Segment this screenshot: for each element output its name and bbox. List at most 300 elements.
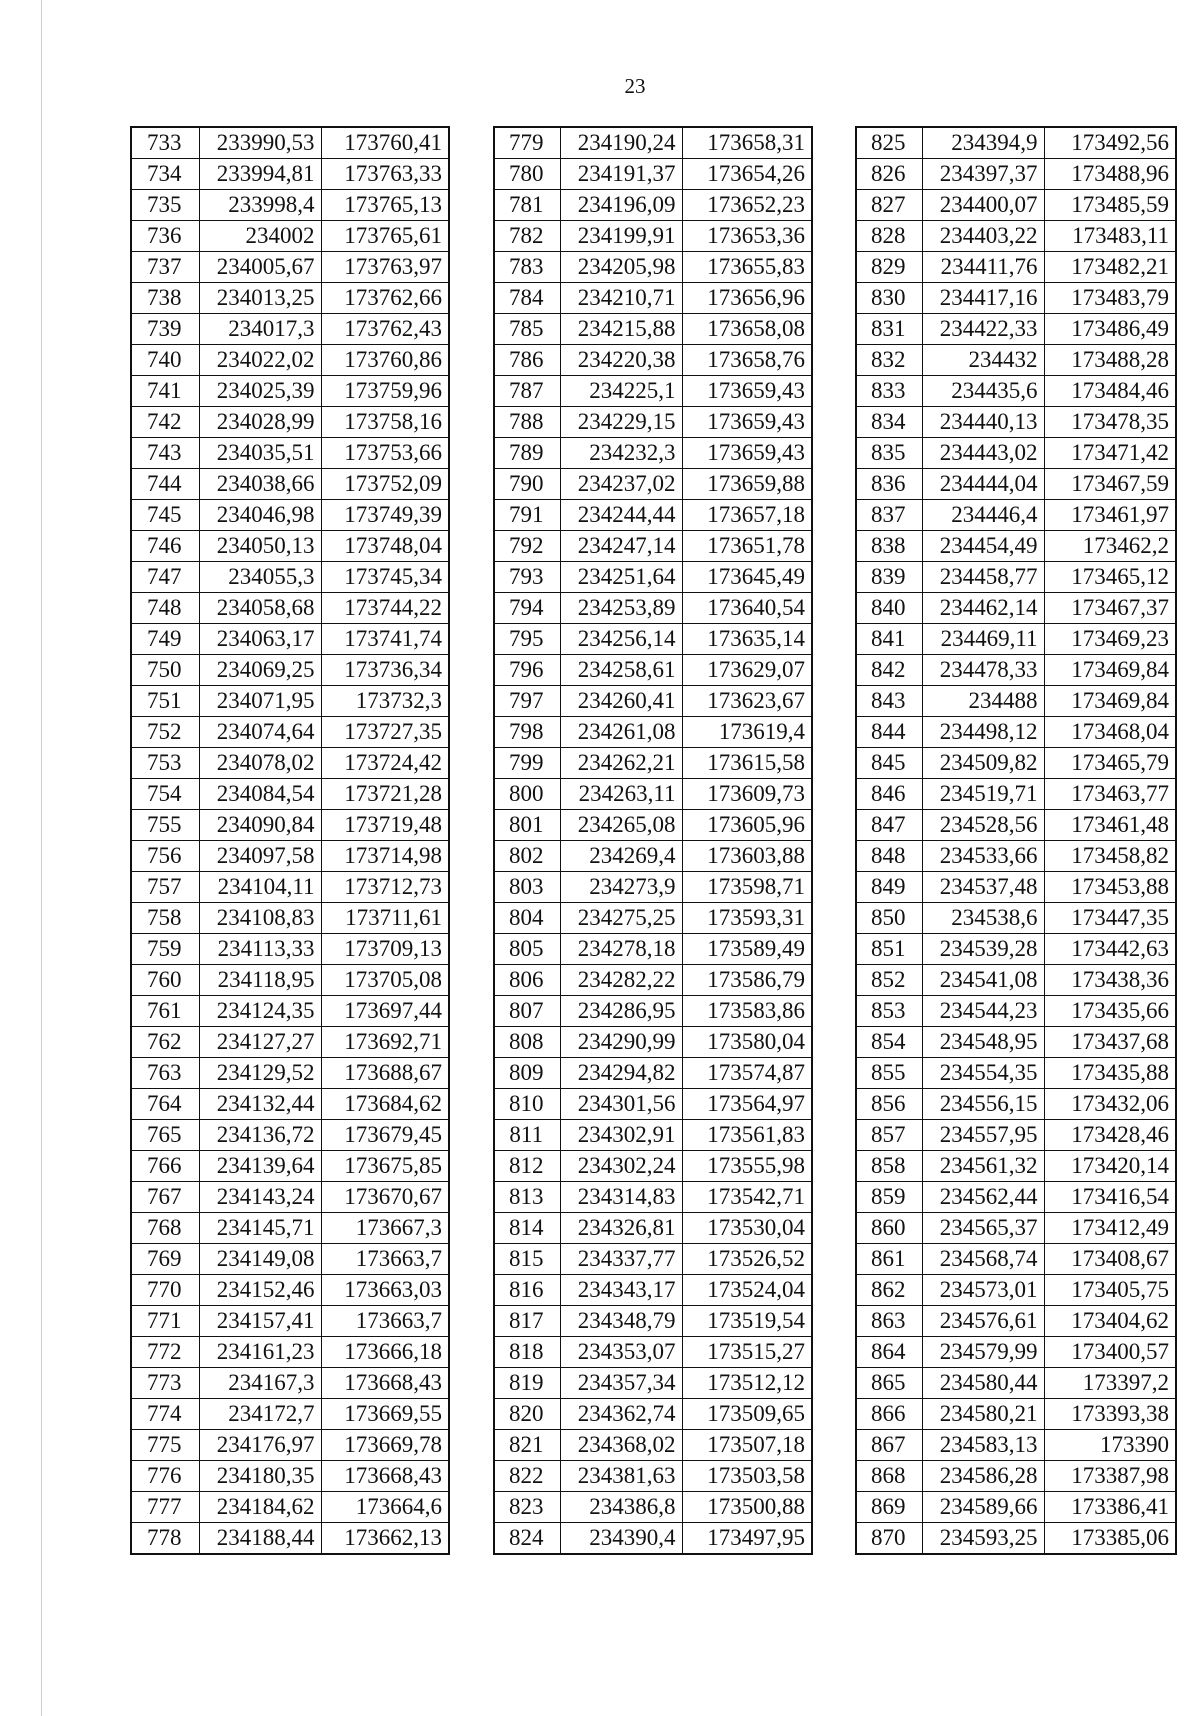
x-coordinate-cell: 234124,35 — [199, 996, 321, 1027]
page-number: 23 — [624, 74, 646, 98]
point-number-cell: 840 — [856, 593, 922, 624]
table-row — [131, 593, 449, 624]
x-coordinate-cell: 234533,66 — [922, 841, 1044, 872]
y-coordinate-cell: 173385,06 — [1044, 1523, 1176, 1555]
y-coordinate-cell: 173658,08 — [682, 314, 812, 345]
x-coordinate-cell: 234118,95 — [199, 965, 321, 996]
table-row — [494, 345, 812, 376]
table-row — [494, 810, 812, 841]
point-number-cell: 806 — [494, 965, 560, 996]
point-number-cell: 863 — [856, 1306, 922, 1337]
table-row — [494, 252, 812, 283]
point-number-cell: 792 — [494, 531, 560, 562]
y-coordinate-cell: 173663,03 — [321, 1275, 449, 1306]
table-row — [494, 996, 812, 1027]
point-number-cell: 814 — [494, 1213, 560, 1244]
x-coordinate-cell: 234422,33 — [922, 314, 1044, 345]
y-coordinate-cell: 173465,79 — [1044, 748, 1176, 779]
y-coordinate-cell: 173744,22 — [321, 593, 449, 624]
x-coordinate-cell: 234458,77 — [922, 562, 1044, 593]
point-number-cell: 799 — [494, 748, 560, 779]
y-coordinate-cell: 173461,97 — [1044, 500, 1176, 531]
y-coordinate-cell: 173655,83 — [682, 252, 812, 283]
y-coordinate-cell: 173759,96 — [321, 376, 449, 407]
y-coordinate-cell: 173659,43 — [682, 438, 812, 469]
table-row — [494, 376, 812, 407]
x-coordinate-cell: 234538,6 — [922, 903, 1044, 934]
x-coordinate-cell: 234302,24 — [560, 1151, 682, 1182]
x-coordinate-cell: 234265,08 — [560, 810, 682, 841]
y-coordinate-cell: 173629,07 — [682, 655, 812, 686]
point-number-cell: 777 — [131, 1492, 199, 1523]
point-number-cell: 836 — [856, 469, 922, 500]
point-number-cell: 758 — [131, 903, 199, 934]
point-number-cell: 782 — [494, 221, 560, 252]
point-number-cell: 851 — [856, 934, 922, 965]
y-coordinate-cell: 173530,04 — [682, 1213, 812, 1244]
y-coordinate-cell: 173765,13 — [321, 190, 449, 221]
y-coordinate-cell: 173483,79 — [1044, 283, 1176, 314]
y-coordinate-cell: 173669,55 — [321, 1399, 449, 1430]
y-coordinate-cell: 173659,88 — [682, 469, 812, 500]
x-coordinate-cell: 234002 — [199, 221, 321, 252]
x-coordinate-cell: 234188,44 — [199, 1523, 321, 1555]
table-row — [494, 283, 812, 314]
table-row — [494, 779, 812, 810]
table-row — [856, 593, 1176, 624]
x-coordinate-cell: 234417,16 — [922, 283, 1044, 314]
y-coordinate-cell: 173666,18 — [321, 1337, 449, 1368]
table-row — [494, 438, 812, 469]
table-row — [494, 127, 812, 159]
x-coordinate-cell: 234343,17 — [560, 1275, 682, 1306]
table-row — [131, 903, 449, 934]
table-row — [131, 1213, 449, 1244]
y-coordinate-cell: 173486,49 — [1044, 314, 1176, 345]
table-row — [856, 934, 1176, 965]
point-number-cell: 733 — [131, 127, 199, 159]
table-row — [494, 221, 812, 252]
x-coordinate-cell: 234273,9 — [560, 872, 682, 903]
x-coordinate-cell: 234050,13 — [199, 531, 321, 562]
y-coordinate-cell: 173712,73 — [321, 872, 449, 903]
point-number-cell: 748 — [131, 593, 199, 624]
x-coordinate-cell: 234084,54 — [199, 779, 321, 810]
point-number-cell: 787 — [494, 376, 560, 407]
y-coordinate-cell: 173583,86 — [682, 996, 812, 1027]
point-number-cell: 781 — [494, 190, 560, 221]
table-row — [856, 655, 1176, 686]
table-row — [131, 283, 449, 314]
table-row — [131, 438, 449, 469]
x-coordinate-cell: 234568,74 — [922, 1244, 1044, 1275]
point-number-cell: 763 — [131, 1058, 199, 1089]
y-coordinate-cell: 173763,33 — [321, 159, 449, 190]
y-coordinate-cell: 173435,88 — [1044, 1058, 1176, 1089]
y-coordinate-cell: 173663,7 — [321, 1306, 449, 1337]
x-coordinate-cell: 234145,71 — [199, 1213, 321, 1244]
y-coordinate-cell: 173697,44 — [321, 996, 449, 1027]
table-row — [856, 407, 1176, 438]
point-number-cell: 760 — [131, 965, 199, 996]
point-number-cell: 839 — [856, 562, 922, 593]
x-coordinate-cell: 234539,28 — [922, 934, 1044, 965]
y-coordinate-cell: 173574,87 — [682, 1058, 812, 1089]
y-coordinate-cell: 173705,08 — [321, 965, 449, 996]
x-coordinate-cell: 234286,95 — [560, 996, 682, 1027]
y-coordinate-cell: 173762,66 — [321, 283, 449, 314]
x-coordinate-cell: 234435,6 — [922, 376, 1044, 407]
point-number-cell: 783 — [494, 252, 560, 283]
y-coordinate-cell: 173420,14 — [1044, 1151, 1176, 1182]
x-coordinate-cell: 234199,91 — [560, 221, 682, 252]
table-row — [494, 1058, 812, 1089]
point-number-cell: 848 — [856, 841, 922, 872]
table-row — [856, 127, 1176, 159]
y-coordinate-cell: 173463,77 — [1044, 779, 1176, 810]
table-row — [494, 190, 812, 221]
x-coordinate-cell: 234143,24 — [199, 1182, 321, 1213]
x-coordinate-cell: 234038,66 — [199, 469, 321, 500]
x-coordinate-cell: 234573,01 — [922, 1275, 1044, 1306]
x-coordinate-cell: 234104,11 — [199, 872, 321, 903]
table-row — [131, 810, 449, 841]
y-coordinate-cell: 173561,83 — [682, 1120, 812, 1151]
x-coordinate-cell: 234544,23 — [922, 996, 1044, 1027]
y-coordinate-cell: 173467,37 — [1044, 593, 1176, 624]
point-number-cell: 842 — [856, 655, 922, 686]
table-row — [131, 655, 449, 686]
x-coordinate-cell: 234069,25 — [199, 655, 321, 686]
y-coordinate-cell: 173447,35 — [1044, 903, 1176, 934]
y-coordinate-cell: 173542,71 — [682, 1182, 812, 1213]
point-number-cell: 747 — [131, 562, 199, 593]
y-coordinate-cell: 173736,34 — [321, 655, 449, 686]
point-number-cell: 843 — [856, 686, 922, 717]
coordinates-table-2 — [493, 126, 813, 1555]
y-coordinate-cell: 173668,43 — [321, 1368, 449, 1399]
table-row — [131, 1027, 449, 1058]
point-number-cell: 829 — [856, 252, 922, 283]
y-coordinate-cell: 173654,26 — [682, 159, 812, 190]
point-number-cell: 854 — [856, 1027, 922, 1058]
table-row — [494, 1244, 812, 1275]
y-coordinate-cell: 173645,49 — [682, 562, 812, 593]
point-number-cell: 837 — [856, 500, 922, 531]
table-row — [494, 562, 812, 593]
table-row — [494, 500, 812, 531]
point-number-cell: 825 — [856, 127, 922, 159]
point-number-cell: 790 — [494, 469, 560, 500]
y-coordinate-cell: 173438,36 — [1044, 965, 1176, 996]
table-row — [856, 872, 1176, 903]
point-number-cell: 865 — [856, 1368, 922, 1399]
y-coordinate-cell: 173469,84 — [1044, 655, 1176, 686]
y-coordinate-cell: 173659,43 — [682, 407, 812, 438]
x-coordinate-cell: 234509,82 — [922, 748, 1044, 779]
table-row — [131, 159, 449, 190]
point-number-cell: 774 — [131, 1399, 199, 1430]
x-coordinate-cell: 234278,18 — [560, 934, 682, 965]
x-coordinate-cell: 234580,21 — [922, 1399, 1044, 1430]
x-coordinate-cell: 234261,08 — [560, 717, 682, 748]
table-row — [856, 965, 1176, 996]
table-row — [131, 1244, 449, 1275]
y-coordinate-cell: 173619,4 — [682, 717, 812, 748]
table-row — [494, 1523, 812, 1555]
point-number-cell: 757 — [131, 872, 199, 903]
x-coordinate-cell: 234058,68 — [199, 593, 321, 624]
y-coordinate-cell: 173652,23 — [682, 190, 812, 221]
table-row — [131, 221, 449, 252]
x-coordinate-cell: 234132,44 — [199, 1089, 321, 1120]
table-row — [856, 190, 1176, 221]
x-coordinate-cell: 234314,83 — [560, 1182, 682, 1213]
table-row — [856, 810, 1176, 841]
table-row — [856, 221, 1176, 252]
y-coordinate-cell: 173721,28 — [321, 779, 449, 810]
point-number-cell: 831 — [856, 314, 922, 345]
y-coordinate-cell: 173657,18 — [682, 500, 812, 531]
x-coordinate-cell: 234557,95 — [922, 1120, 1044, 1151]
y-coordinate-cell: 173714,98 — [321, 841, 449, 872]
y-coordinate-cell: 173745,34 — [321, 562, 449, 593]
x-coordinate-cell: 234025,39 — [199, 376, 321, 407]
y-coordinate-cell: 173564,97 — [682, 1089, 812, 1120]
table-row — [494, 1182, 812, 1213]
x-coordinate-cell: 234139,64 — [199, 1151, 321, 1182]
x-coordinate-cell: 234129,52 — [199, 1058, 321, 1089]
x-coordinate-cell: 234562,44 — [922, 1182, 1044, 1213]
y-coordinate-cell: 173727,35 — [321, 717, 449, 748]
y-coordinate-cell: 173390 — [1044, 1430, 1176, 1461]
point-number-cell: 828 — [856, 221, 922, 252]
x-coordinate-cell: 234078,02 — [199, 748, 321, 779]
x-coordinate-cell: 234469,11 — [922, 624, 1044, 655]
x-coordinate-cell: 234090,84 — [199, 810, 321, 841]
x-coordinate-cell: 234180,35 — [199, 1461, 321, 1492]
point-number-cell: 746 — [131, 531, 199, 562]
point-number-cell: 780 — [494, 159, 560, 190]
point-number-cell: 868 — [856, 1461, 922, 1492]
y-coordinate-cell: 173492,56 — [1044, 127, 1176, 159]
table-row — [131, 376, 449, 407]
x-coordinate-cell: 234215,88 — [560, 314, 682, 345]
y-coordinate-cell: 173503,58 — [682, 1461, 812, 1492]
x-coordinate-cell: 234478,33 — [922, 655, 1044, 686]
y-coordinate-cell: 173763,97 — [321, 252, 449, 283]
x-coordinate-cell: 234258,61 — [560, 655, 682, 686]
table-row — [494, 1027, 812, 1058]
x-coordinate-cell: 234541,08 — [922, 965, 1044, 996]
table-row — [131, 407, 449, 438]
table-row — [856, 531, 1176, 562]
y-coordinate-cell: 173651,78 — [682, 531, 812, 562]
point-number-cell: 754 — [131, 779, 199, 810]
point-number-cell: 805 — [494, 934, 560, 965]
table-row — [856, 903, 1176, 934]
point-number-cell: 845 — [856, 748, 922, 779]
x-coordinate-cell: 234537,48 — [922, 872, 1044, 903]
point-number-cell: 793 — [494, 562, 560, 593]
point-number-cell: 835 — [856, 438, 922, 469]
table-row — [856, 1275, 1176, 1306]
y-coordinate-cell: 173471,42 — [1044, 438, 1176, 469]
table-row — [131, 190, 449, 221]
point-number-cell: 844 — [856, 717, 922, 748]
y-coordinate-cell: 173669,78 — [321, 1430, 449, 1461]
y-coordinate-cell: 173386,41 — [1044, 1492, 1176, 1523]
table-row — [856, 376, 1176, 407]
point-number-cell: 864 — [856, 1337, 922, 1368]
x-coordinate-cell: 234290,99 — [560, 1027, 682, 1058]
table-row — [856, 1337, 1176, 1368]
point-number-cell: 849 — [856, 872, 922, 903]
point-number-cell: 802 — [494, 841, 560, 872]
x-coordinate-cell: 234013,25 — [199, 283, 321, 314]
x-coordinate-cell: 234561,32 — [922, 1151, 1044, 1182]
table-row — [131, 1306, 449, 1337]
y-coordinate-cell: 173623,67 — [682, 686, 812, 717]
table-row — [494, 841, 812, 872]
table-row — [131, 624, 449, 655]
y-coordinate-cell: 173437,68 — [1044, 1027, 1176, 1058]
point-number-cell: 788 — [494, 407, 560, 438]
y-coordinate-cell: 173580,04 — [682, 1027, 812, 1058]
x-coordinate-cell: 234161,23 — [199, 1337, 321, 1368]
point-number-cell: 741 — [131, 376, 199, 407]
point-number-cell: 801 — [494, 810, 560, 841]
x-coordinate-cell: 234028,99 — [199, 407, 321, 438]
point-number-cell: 772 — [131, 1337, 199, 1368]
x-coordinate-cell: 234579,99 — [922, 1337, 1044, 1368]
y-coordinate-cell: 173526,52 — [682, 1244, 812, 1275]
point-number-cell: 785 — [494, 314, 560, 345]
y-coordinate-cell: 173555,98 — [682, 1151, 812, 1182]
x-coordinate-cell: 234454,49 — [922, 531, 1044, 562]
table-row — [131, 1275, 449, 1306]
table-row — [856, 1213, 1176, 1244]
y-coordinate-cell: 173416,54 — [1044, 1182, 1176, 1213]
x-coordinate-cell: 234565,37 — [922, 1213, 1044, 1244]
x-coordinate-cell: 234403,22 — [922, 221, 1044, 252]
y-coordinate-cell: 173589,49 — [682, 934, 812, 965]
x-coordinate-cell: 234251,64 — [560, 562, 682, 593]
x-coordinate-cell: 234022,02 — [199, 345, 321, 376]
point-number-cell: 739 — [131, 314, 199, 345]
y-coordinate-cell: 173684,62 — [321, 1089, 449, 1120]
x-coordinate-cell: 234136,72 — [199, 1120, 321, 1151]
y-coordinate-cell: 173478,35 — [1044, 407, 1176, 438]
x-coordinate-cell: 234229,15 — [560, 407, 682, 438]
table-row — [856, 717, 1176, 748]
y-coordinate-cell: 173656,96 — [682, 283, 812, 314]
point-number-cell: 750 — [131, 655, 199, 686]
point-number-cell: 738 — [131, 283, 199, 314]
y-coordinate-cell: 173465,12 — [1044, 562, 1176, 593]
table-row — [856, 624, 1176, 655]
y-coordinate-cell: 173524,04 — [682, 1275, 812, 1306]
y-coordinate-cell: 173662,13 — [321, 1523, 449, 1555]
point-number-cell: 795 — [494, 624, 560, 655]
y-coordinate-cell: 173679,45 — [321, 1120, 449, 1151]
table-row — [494, 934, 812, 965]
x-coordinate-cell: 234097,58 — [199, 841, 321, 872]
y-coordinate-cell: 173432,06 — [1044, 1089, 1176, 1120]
x-coordinate-cell: 234262,21 — [560, 748, 682, 779]
x-coordinate-cell: 234294,82 — [560, 1058, 682, 1089]
table-row — [856, 1182, 1176, 1213]
point-number-cell: 852 — [856, 965, 922, 996]
point-number-cell: 756 — [131, 841, 199, 872]
x-coordinate-cell: 234269,4 — [560, 841, 682, 872]
x-coordinate-cell: 234196,09 — [560, 190, 682, 221]
x-coordinate-cell: 234220,38 — [560, 345, 682, 376]
y-coordinate-cell: 173667,3 — [321, 1213, 449, 1244]
y-coordinate-cell: 173387,98 — [1044, 1461, 1176, 1492]
point-number-cell: 834 — [856, 407, 922, 438]
point-number-cell: 846 — [856, 779, 922, 810]
y-coordinate-cell: 173497,95 — [682, 1523, 812, 1555]
x-coordinate-cell: 234244,44 — [560, 500, 682, 531]
y-coordinate-cell: 173664,6 — [321, 1492, 449, 1523]
coordinates-table-3 — [855, 126, 1177, 1555]
table-row — [131, 717, 449, 748]
table-row — [131, 531, 449, 562]
table-row — [131, 779, 449, 810]
table-row — [856, 1306, 1176, 1337]
table-row — [131, 965, 449, 996]
x-coordinate-cell: 234184,62 — [199, 1492, 321, 1523]
point-number-cell: 823 — [494, 1492, 560, 1523]
point-number-cell: 824 — [494, 1523, 560, 1555]
table-row — [856, 996, 1176, 1027]
table-row — [131, 1492, 449, 1523]
point-number-cell: 847 — [856, 810, 922, 841]
x-coordinate-cell: 233990,53 — [199, 127, 321, 159]
coordinates-table-1 — [130, 126, 450, 1555]
y-coordinate-cell: 173609,73 — [682, 779, 812, 810]
x-coordinate-cell: 234260,41 — [560, 686, 682, 717]
y-coordinate-cell: 173400,57 — [1044, 1337, 1176, 1368]
point-number-cell: 770 — [131, 1275, 199, 1306]
y-coordinate-cell: 173404,62 — [1044, 1306, 1176, 1337]
table-row — [131, 562, 449, 593]
x-coordinate-cell: 234074,64 — [199, 717, 321, 748]
point-number-cell: 860 — [856, 1213, 922, 1244]
x-coordinate-cell: 234528,56 — [922, 810, 1044, 841]
table-row — [494, 872, 812, 903]
table-row — [494, 1275, 812, 1306]
x-coordinate-cell: 234443,02 — [922, 438, 1044, 469]
point-number-cell: 752 — [131, 717, 199, 748]
table-row — [494, 314, 812, 345]
table-row — [856, 748, 1176, 779]
y-coordinate-cell: 173500,88 — [682, 1492, 812, 1523]
point-number-cell: 778 — [131, 1523, 199, 1555]
x-coordinate-cell: 234282,22 — [560, 965, 682, 996]
x-coordinate-cell: 234275,25 — [560, 903, 682, 934]
y-coordinate-cell: 173435,66 — [1044, 996, 1176, 1027]
table-row — [131, 1399, 449, 1430]
x-coordinate-cell: 234237,02 — [560, 469, 682, 500]
y-coordinate-cell: 173748,04 — [321, 531, 449, 562]
table-row — [494, 1430, 812, 1461]
y-coordinate-cell: 173658,31 — [682, 127, 812, 159]
y-coordinate-cell: 173760,41 — [321, 127, 449, 159]
x-coordinate-cell: 234232,3 — [560, 438, 682, 469]
point-number-cell: 779 — [494, 127, 560, 159]
